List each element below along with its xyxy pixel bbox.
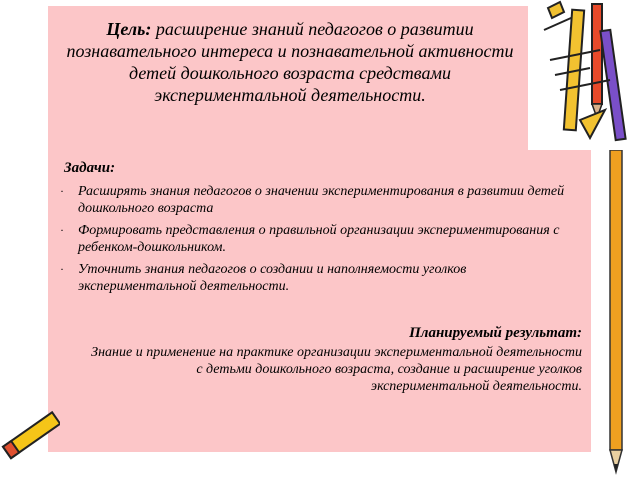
bullet-icon: · (60, 262, 64, 276)
goal-label: Цель: (106, 19, 152, 39)
result-title: Планируемый результат: (409, 325, 582, 341)
result-text: Знание и применение на практике организации экспериментальной деятельности с детьми дошкольного возраста, создание и расширение уголков экспериментальной деятельности. (91, 345, 582, 394)
pencil-icon (596, 150, 640, 480)
task-text: Расширять знания педагогов о значении экспериментирования в развитии детей дошкольного возраста (78, 184, 565, 216)
pencil-icon (0, 380, 60, 480)
goal-description: расширение знаний педагогов о развитии познавательного интереса и познавательной активности детей дошкольного возраста средствами экспериментальной деятельности. (66, 19, 514, 105)
pencils-icon (530, 0, 640, 160)
tasks-title: Задачи: (64, 160, 116, 176)
task-list (58, 183, 578, 300)
task-text: Формировать представления о правильной организации экспериментирования с ребенком-дошкольником. (78, 223, 560, 255)
bullet-icon: · (60, 223, 64, 237)
bullet-icon: · (60, 184, 64, 198)
task-text: Уточнить знания педагогов о создании и наполняемости уголков экспериментальной деятельности. (78, 262, 467, 294)
list-item (58, 261, 578, 295)
list-item (58, 183, 578, 217)
goal-text (52, 18, 528, 106)
list-item (58, 222, 578, 256)
